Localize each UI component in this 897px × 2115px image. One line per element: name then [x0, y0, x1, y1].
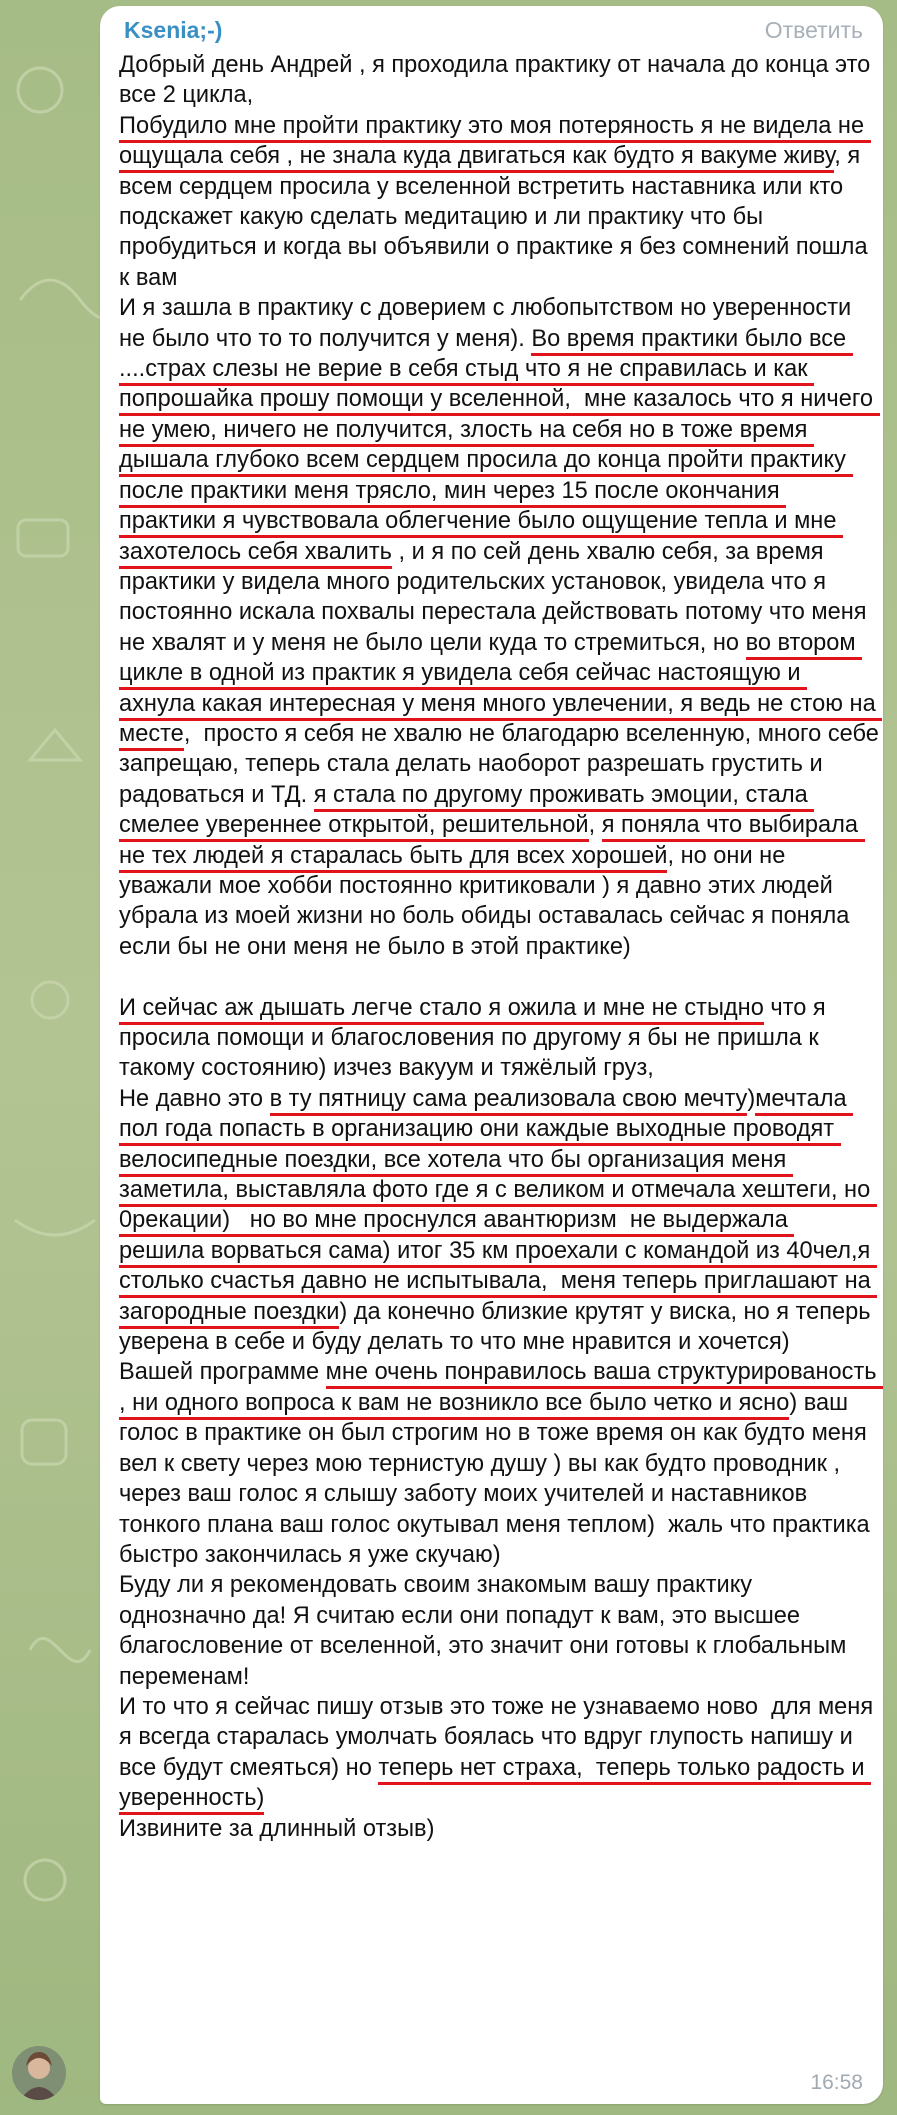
underlined-text: я стала по другому проживать эмоции, стала смелее увереннее открытой, решительной	[119, 782, 814, 842]
underlined-text: Во время практики было все ....страх слезы не верие в себя стыд что я не справилась и как попрошайка прошу помощи у вселенной, мне казалось что я ничего не умею, ничего не получится, злость на себя но в тоже время дышала глубоко всем сердцем просила до конца пройти практику после практики меня трясло, мин через 15 после окончания практики я чувствовала облегчение было ощущение тепла и мне захотелось себя хвалить	[119, 326, 880, 569]
sender-name[interactable]: Ksenia;-)	[124, 17, 223, 43]
message-text-segment: , просто я себя не хвалю не благодарю вселенную, много себе запрещаю, теперь стала делать наоборот разрешать грустить и радоваться и ТД.	[119, 720, 886, 808]
underlined-text: мечтала пол года попасть в организацию они каждые выходные проводят велосипедные поездки, все хотела что бы организация меня заметила, выставляла фото где я с великом и отмечала хештеги, но 0рекации) но во мне проснулся авантюризм не выдержала решила ворваться сама) итог 35 км проехали с командой из 40чел,я столько счастья давно не испытывала, меня теперь приглашают на загородные поездки	[119, 1086, 877, 1329]
reply-button[interactable]: Ответить	[764, 17, 863, 43]
underlined-text: теперь нет страха, теперь только радость и уверенность)	[119, 1755, 871, 1815]
underlined-text: И сейчас аж дышать легче стало я ожила и мне не стыдно	[119, 995, 764, 1025]
message-text-segment: , и я по сей день хвалю себя, за время практики у видела много родительских установок, увидела что я постоянно искала похвалы перестала действовать потому что меня не хвалят и у меня не было цели куда то стремиться, но	[119, 538, 874, 656]
message-text-segment: ) да конечно близкие крутят у виска, но я теперь уверена в себе и буду делать то что мне нравится и хочется) Вашей программе	[119, 1298, 871, 1386]
underlined-text: мне очень понравилось ваша структурированость , ни одного вопроса к вам не возникло все было четко и ясно	[119, 1359, 883, 1419]
underlined-text: в ту пятницу сама реализовала свою мечту	[270, 1086, 748, 1116]
message-text-segment: , но они не уважали мое хобби постоянно критиковали ) я давно этих людей убрала из моей жизни но боль обиды оставалась сейчас я поняла если бы не они меня не было в этой практике)	[119, 842, 856, 960]
message-text-segment: Добрый день Андрей , я проходила практику от начала до конца это все 2 цикла,	[119, 52, 871, 109]
message-text-segment: Извините за длинный отзыв)	[119, 1815, 435, 1842]
message-time: 16:58	[810, 2071, 863, 2094]
message-text-segment: )	[747, 1085, 756, 1112]
message-text-segment: , я всем сердцем просила у вселенной встретить наставника или кто подскажет какую сделать медитацию и ли практику что бы пробудиться и когда вы объявили о практике я без сомнений пошла к вам И я зашла в практику с доверием с любопытством но уверенности не было что то то получится у меня).	[119, 143, 868, 352]
underlined-text: Побудило мне пройти практику это моя потеряность я не видела не ощущала себя , не знала куда двигаться как будто я вакуме живу	[119, 113, 871, 173]
message-text-segment: ) ваш голос в практике он был строгим но в тоже время он как будто меня вел к свету через мою тернистую душу ) вы как будто проводник , через ваш голос я слышу заботу моих учителей и наставников тонкого плана ваш голос окутывал меня теплом) жаль что практика быстро закончилась я уже скучаю) Буду ли я рекомендовать своим знакомым вашу практику однозначно да! Я считаю если они попадут к вам, это высшее благословение от вселенной, это значит они готовы к глобальным переменам! И то что я сейчас пишу отзыв это тоже не узнаваемо ново для меня я всегда старалась умолчать боялась что вдруг глупость напишу и все будут смеяться) но	[119, 1389, 874, 1781]
message-text-segment: ,	[588, 812, 602, 839]
sender-avatar[interactable]	[12, 2046, 66, 2100]
message-text	[119, 50, 886, 1844]
avatar-photo-icon	[12, 2046, 66, 2100]
message-text-segment: что я просила помощи и благословения по другому я бы не пришла к такому состоянию) изчез вакуум и тяжёлый груз, Не давно это	[119, 994, 826, 1112]
underlined-text: я поняла что выбирала не тех людей я старалась быть для всех хорошей	[119, 812, 865, 872]
message-bubble[interactable]	[100, 6, 886, 2104]
underlined-text: во втором цикле в одной из практик я увидела себя сейчас настоящую и ахнула какая интересная у меня много увлечении, я ведь не стою на месте	[119, 630, 882, 751]
